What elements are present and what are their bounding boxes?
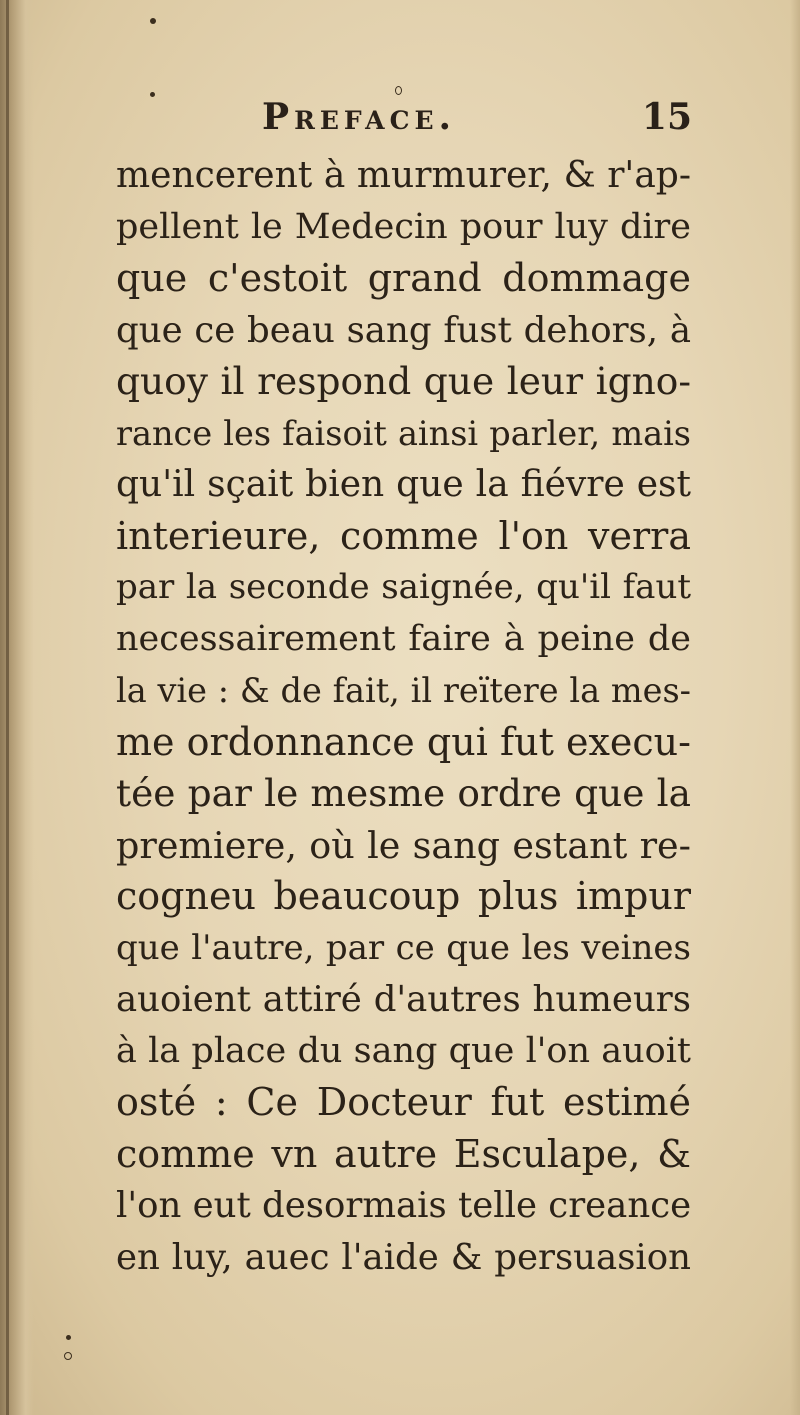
text-line: par la seconde saignée, qu'il faut [116, 567, 691, 607]
text-line: auoient attiré d'autres humeurs [116, 979, 691, 1020]
text-line: quoy il respond que leur igno- [116, 359, 691, 403]
binding-edge [6, 0, 9, 1415]
page-number: 15 [641, 96, 692, 138]
page-edge [790, 0, 800, 1415]
text-line: me ordonnance qui fut execu- [116, 719, 691, 764]
text-line: necessairement faire à peine de [116, 618, 691, 659]
text-line: rance les faisoit ainsi parler, mais [116, 413, 691, 453]
ink-speck [395, 86, 402, 95]
text-line: osté : Ce Docteur fut estimé [116, 1080, 691, 1124]
text-line: premiere, où le sang estant re- [116, 823, 691, 867]
text-line: qu'il sçait bien que la fiévre est [116, 464, 691, 505]
ink-speck [66, 1335, 71, 1340]
text-line: pellent le Medecin pour luy dire [116, 206, 691, 247]
text-line: la vie : & de fait, il reïtere la mes- [116, 671, 691, 710]
text-line: que l'autre, par ce que les veines [116, 927, 691, 968]
running-title: Preface. [262, 96, 457, 138]
text-line: mencerent à murmurer, & r'ap- [116, 155, 691, 196]
running-header [262, 96, 692, 146]
text-line: à la place du sang que l'on auoit [116, 1030, 691, 1071]
ink-speck [150, 92, 155, 97]
text-line: tée par le mesme ordre que la [116, 771, 691, 815]
text-line: l'on eut desormais telle creance [116, 1185, 691, 1226]
text-line: comme vn autre Esculape, & [116, 1131, 691, 1176]
text-line: que ce beau sang fust dehors, à [116, 309, 691, 351]
text-line: en luy, auec l'aide & persuasion [116, 1236, 691, 1278]
text-line: interieure, comme l'on verra [116, 513, 691, 558]
ink-speck [150, 18, 156, 24]
ink-speck [64, 1352, 72, 1360]
body-text [116, 150, 691, 1283]
text-line: cogneu beaucoup plus impur [116, 874, 691, 918]
text-line: que c'estoit grand dommage [116, 256, 691, 300]
